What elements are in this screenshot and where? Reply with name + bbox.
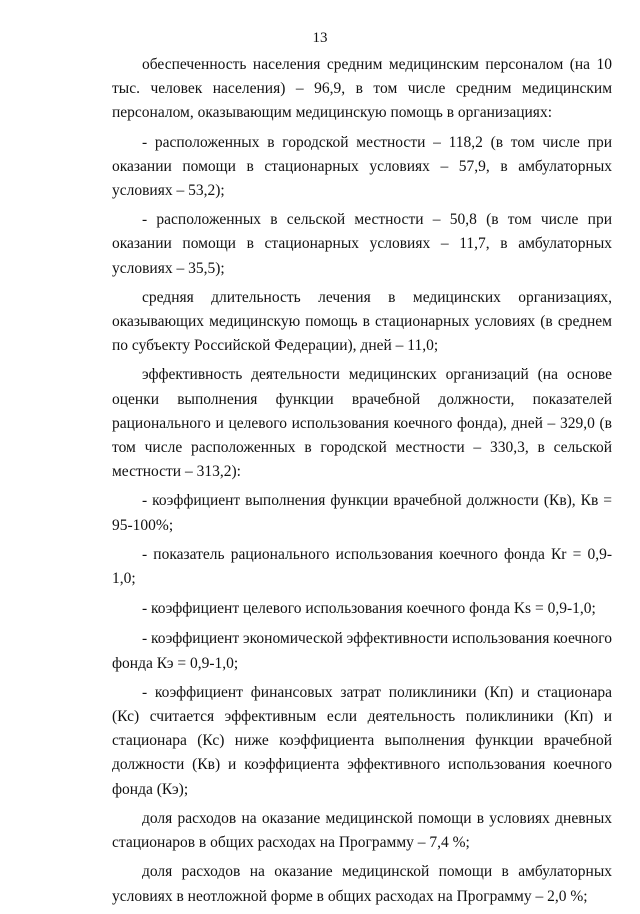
paragraph-kv-coefficient: - коэффициент выполнения функции врачебной должности (Кв), Кв = 95-100%;: [112, 492, 612, 534]
paragraph-urban-staff: - расположенных в городской местности – 118,2 (в том числе при оказании помощи в стационарных условиях – 57,9, в амбулаторных условиях – 53,2);: [112, 133, 612, 200]
paragraph-day-hospital-share: доля расходов на оказание медицинской помощи в условиях дневных стационаров в общих расходах на Программу – 7,4 %;: [112, 809, 612, 852]
paragraph-financial-costs: - коэффициент финансовых затрат поликлиники (Кп) и стационара (Кс) считается эффективным если деятельность поликлиники (Кп) и стационара (Кс) ниже коэффициента выполнения функции врачебной должности (Кв) и коэффициента эффективного использования коечного фонда (Кэ);: [112, 683, 612, 798]
paragraph-rural-staff: - расположенных в сельской местности – 50,8 (в том числе при оказании помощи в стационарных условиях – 11,7, в амбулаторных условиях – 35,5);: [112, 211, 612, 277]
paragraph-staff-availability: обеспеченность населения средним медицинским персоналом (на 10 тыс. человек населения) – 96,9, в том числе средним медицинским персоналом, оказывающим медицинскую помощь в организациях:: [112, 56, 612, 122]
body-text: [112, 53, 612, 914]
page-number: 13: [312, 30, 328, 46]
paragraph-ke-coefficient: - коэффициент экономической эффективности использования коечного фонда Кэ = 0,9-1,0;: [112, 630, 612, 672]
paragraph-emergency-outpatient-share: доля расходов на оказание медицинской помощи в амбулаторных условиях в неотложной форме в общих расходах на Программу – 2,0 %;: [112, 863, 612, 905]
paragraph-kr-indicator: - показатель рационального использования коечного фонда Кr = 0,9- 1,0;: [112, 545, 612, 588]
paragraph-average-stay: средняя длительность лечения в медицинских организациях, оказывающих медицинскую помощь в стационарных условиях (в среднем по субъекту Российской Федерации), дней – 11,0;: [112, 288, 612, 355]
paragraph-efficiency: эффективность деятельности медицинских организаций (на основе оценки выполнения функции врачебной должности, показателей рационального и целевого использования коечного фонда), дней – 329,0 (в том числе расположенных в городской местности – 330,3, в сельской местности – 313,2):: [112, 366, 612, 481]
paragraph-ks-coefficient: - коэффициент целевого использования коечного фонда Ks = 0,9-1,0;: [142, 600, 596, 618]
